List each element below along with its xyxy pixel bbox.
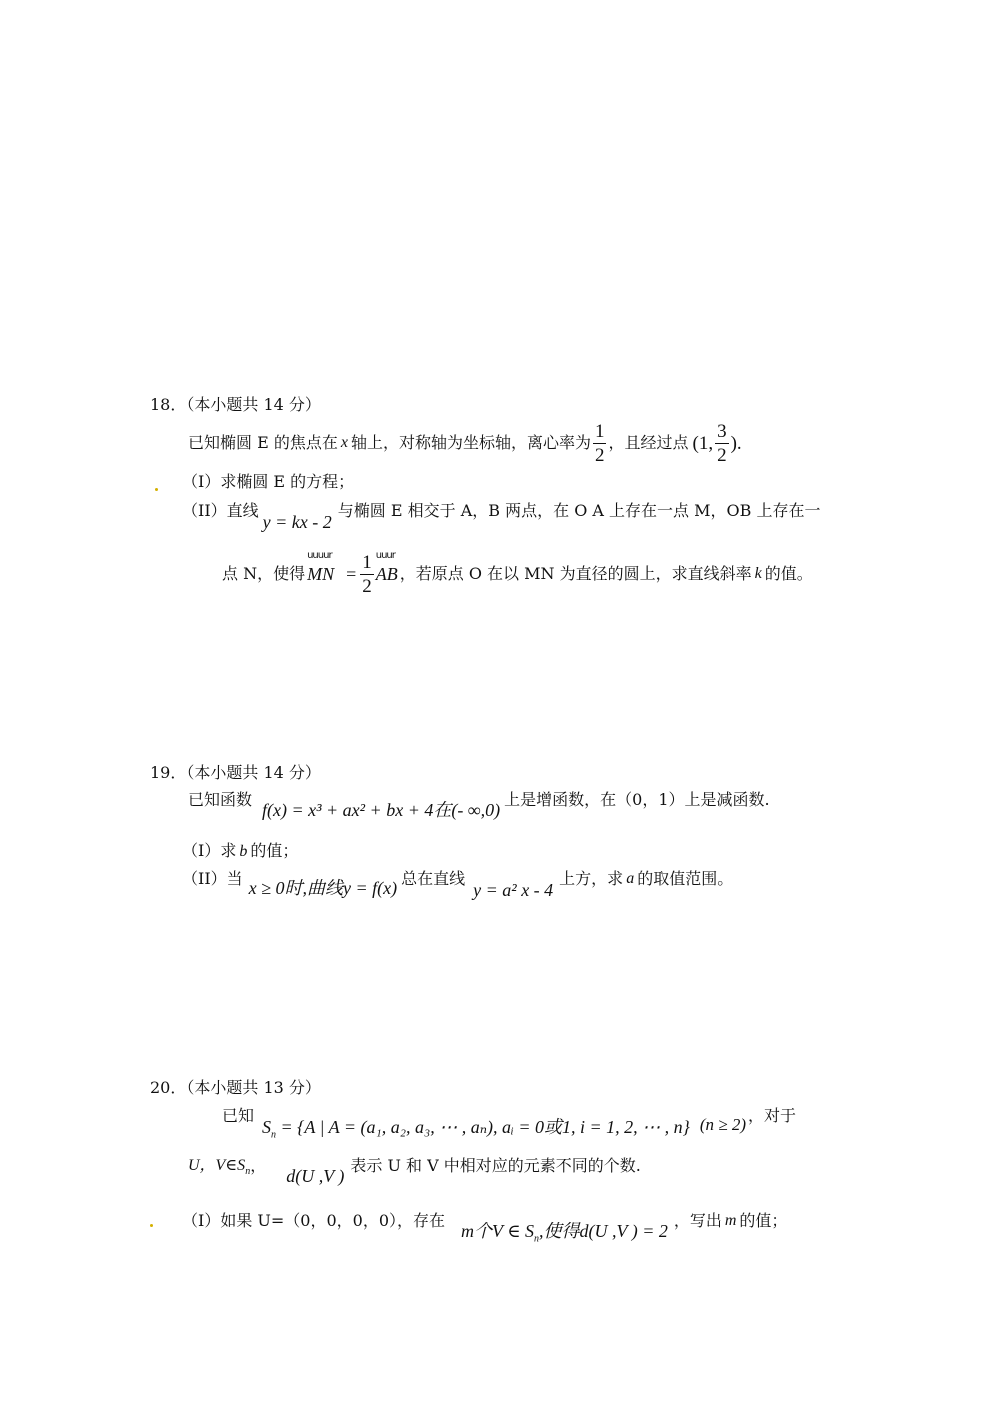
existence-condition: m个V ∈ $S_n$,使得d(U ,V ) = 2 [461,1221,668,1245]
q19-header: 19．（本小题共 14 分） [150,763,321,782]
distance-function: d(U ,V ) [286,1166,345,1186]
point-close: ). [730,432,742,454]
q18-part3 [222,548,813,600]
q20-line2-a: U，$V\in S_n$ [188,1157,251,1178]
q19-var-a: a [626,870,635,887]
q20-line2-c: 表示 U 和 V 中相对应的元素不同的个数. [350,1156,641,1175]
q20-part1-b: ，写出 [673,1211,722,1230]
curve-condition: x ≥ 0时,曲线y = f(x) [248,878,398,898]
q19-intro-a: 已知函数 [188,790,253,809]
line-equation: y = kx - 2 [262,512,332,532]
q19-intro-b: 上是增函数，在（0，1）上是减函数. [504,790,770,809]
q18-part3-c: 的值。 [764,564,813,583]
q19-part2-a: （II）当 [182,869,243,888]
q18-var-k: k [754,565,762,582]
q18-var-x: x [340,434,348,451]
q18-header: 18．（本小题共 14 分） [150,395,321,414]
q20-intro-a: 已知 [222,1106,255,1125]
q18-part1: （I）求椭圆 E 的方程； [182,472,355,491]
set-condition: (n ≥ 2) [699,1115,747,1134]
q20-part1-a: （I）如果 U=（0，0，0，0），存在 [182,1211,446,1230]
q18-intro-c: ，且经过点 [608,433,689,452]
q18-part2 [182,503,820,531]
line-equation-2: y = a² x - 4 [473,880,554,900]
q19-part2-d: 的取值范围。 [637,869,734,888]
q20-line2-b: ， [250,1156,267,1175]
q19-part2-b: 总在直线 [401,869,466,888]
q20-line2 [188,1158,641,1185]
q18-intro-b: 轴上，对称轴为坐标轴，离心率为 [350,433,591,452]
equals-sign: = [346,564,357,584]
q19-var-b: b [239,843,248,860]
half-fraction: $\frac{1}{2}$ [362,551,372,597]
stray-mark [155,488,158,491]
eccentricity-fraction: $\frac{1}{2}$ [594,420,605,466]
q19-part2-c: 上方，求 [559,869,624,888]
q19-part2 [182,871,733,899]
point-fraction: $\frac{3}{2}$ [717,420,727,466]
q20-header: 20．（本小题共 13 分） [150,1078,321,1097]
stray-mark-2 [150,1224,153,1227]
vector-ab: uuur AB [375,550,398,584]
q19-intro [188,792,770,819]
q20-var-m: m [724,1212,737,1229]
q20-part1-c: 的值； [739,1211,788,1230]
q20-part1 [182,1213,787,1245]
point-open: (1, [692,432,714,454]
q18-part3-a: 点 N，使得 [222,564,306,583]
q18-part2-b: 与椭圆 E 相交于 A，B 两点，在 O A 上存在一点 M，OB 上存在一 [337,501,821,520]
q18-part3-b: ，若原点 O 在以 MN 为直径的圆上，求直线斜率 [399,564,752,583]
q18-intro-a: 已知椭圆 E 的焦点在 [188,433,338,452]
q20-intro [222,1108,796,1141]
vector-mn: uuuur MN [307,550,335,584]
q19-part1: （I）求 b 的值； [182,841,299,860]
q20-intro-b: ，对于 [748,1106,797,1125]
set-definition: $S_n = \{A$ | A = (a₁, a₂, a₃, ⋯ , aₙ), aᵢ = 0或1, i = 1, 2, ⋯ , n} [262,1117,690,1141]
q18-part2-a: （II）直线 [182,501,259,520]
q18-intro [188,418,742,468]
function-definition: f(x) = x³ + ax² + bx + 4在(- ∞,0) [262,800,501,820]
